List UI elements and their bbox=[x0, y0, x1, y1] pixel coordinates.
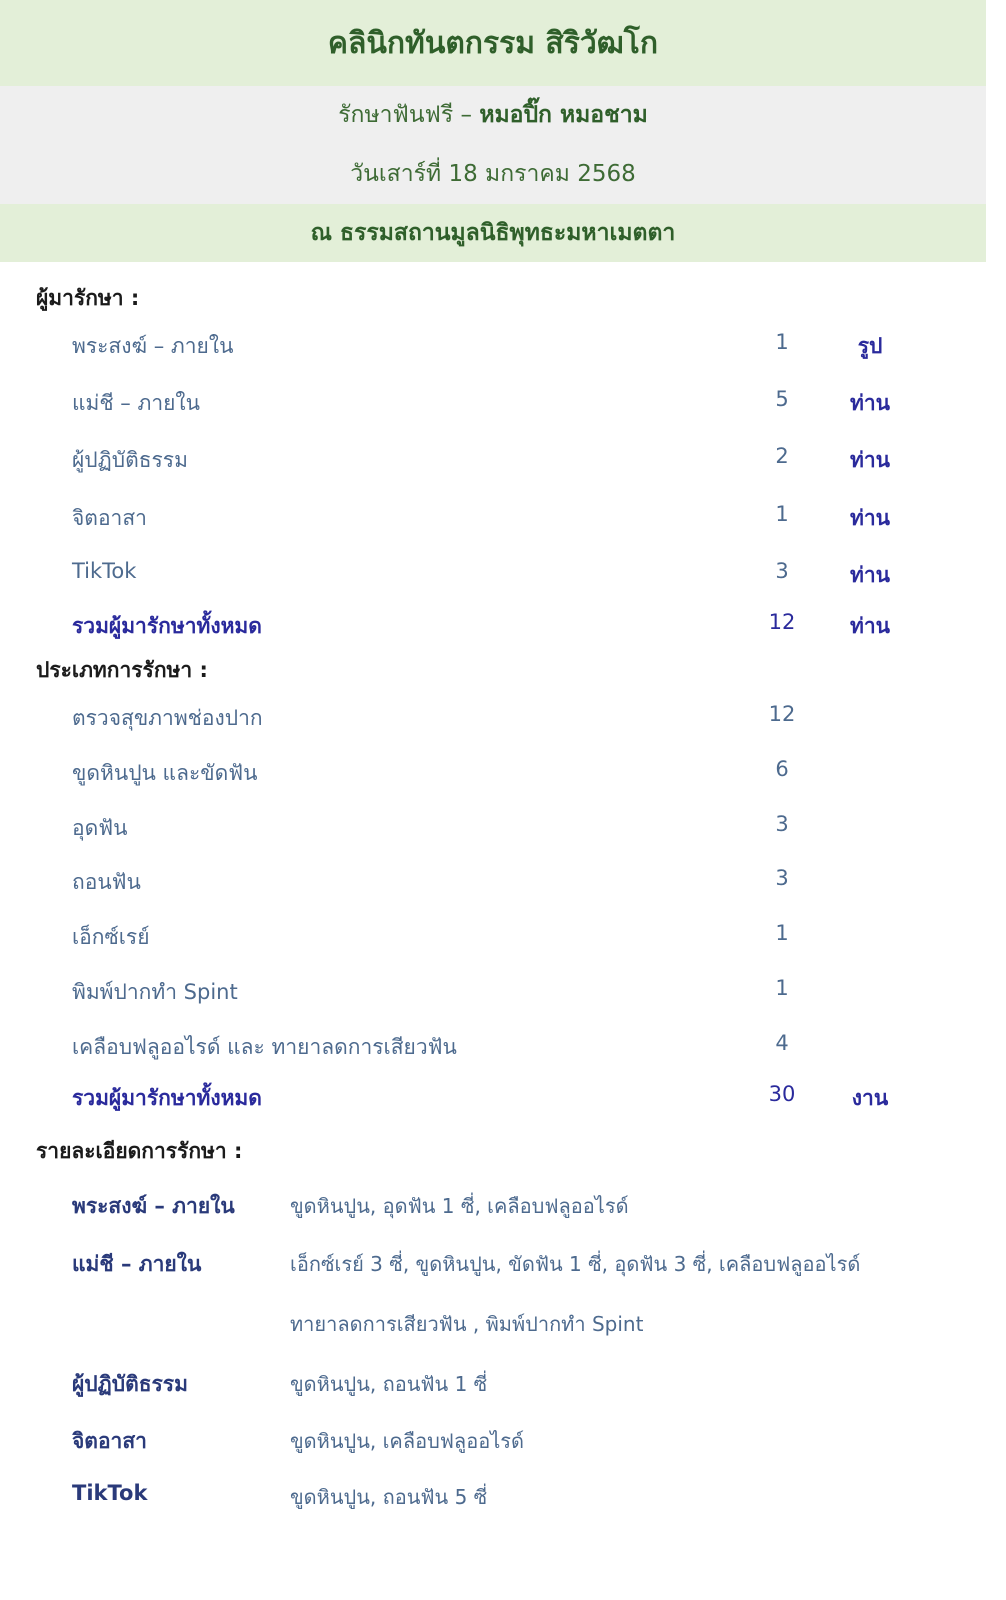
detail-row-text: ขูดหินปูน, เคลือบฟลูออไรด์ bbox=[290, 1429, 525, 1453]
patients-total-unit: ท่าน bbox=[850, 614, 890, 638]
venue-text: ณ ธรรมสถานมูลนิธิพุทธะมหาเมตตา bbox=[310, 220, 676, 246]
patient-row-label: แม่ชี – ภายใน bbox=[72, 391, 201, 415]
treatment-row-label: อุดฟัน bbox=[72, 816, 128, 840]
detail-row-text: เอ็กซ์เรย์ 3 ซี่, ขูดหินปูน, ขัดฟัน 1 ซี่, อุดฟัน 3 ซี่, เคลือบฟลูออไรด์ bbox=[290, 1252, 861, 1276]
treatment-row-count: 4 bbox=[775, 1031, 789, 1055]
detail-row-label: พระสงฆ์ – ภายใน bbox=[72, 1194, 235, 1218]
patient-row-label: จิตอาสา bbox=[72, 506, 147, 530]
patient-row-count: 1 bbox=[775, 330, 789, 354]
treatment-row-label: ตรวจสุขภาพช่องปาก bbox=[72, 706, 263, 730]
patients-total-label: รวมผู้มารักษาทั้งหมด bbox=[72, 614, 262, 638]
subtitle-band bbox=[0, 86, 986, 204]
subtitle-line bbox=[338, 86, 648, 145]
clinic-title-band bbox=[0, 0, 986, 86]
detail-row-label: TikTok bbox=[72, 1481, 148, 1505]
patient-row-label: พระสงฆ์ – ภายใน bbox=[72, 334, 234, 358]
treatment-row-count: 6 bbox=[775, 757, 789, 781]
treatments-total-unit: งาน bbox=[851, 1086, 889, 1110]
treatment-row-count: 3 bbox=[775, 866, 789, 890]
patient-row-count: 1 bbox=[775, 502, 789, 526]
detail-row-label: ผู้ปฏิบัติธรรม bbox=[72, 1372, 188, 1396]
patient-row-unit: ท่าน bbox=[850, 506, 890, 530]
detail-row-text: ขูดหินปูน, ถอนฟัน 1 ซี่ bbox=[290, 1372, 488, 1396]
detail-row-text: ขูดหินปูน, อุดฟัน 1 ซี่, เคลือบฟลูออไรด์ bbox=[290, 1194, 629, 1218]
patient-row-count: 5 bbox=[775, 387, 789, 411]
patient-row-unit: ท่าน bbox=[850, 391, 890, 415]
treatments-total-count: 30 bbox=[768, 1082, 796, 1106]
treatment-row-count: 3 bbox=[775, 812, 789, 836]
treatments-heading: ประเภทการรักษา : bbox=[36, 658, 208, 682]
patient-row-unit: ท่าน bbox=[850, 448, 890, 472]
detail-row-label: แม่ชี – ภายใน bbox=[72, 1252, 202, 1276]
patient-row-unit: รูป bbox=[857, 334, 883, 358]
treatment-row-label: พิมพ์ปากทำ Spint bbox=[72, 980, 238, 1004]
patient-row-label: TikTok bbox=[72, 559, 137, 583]
clinic-name: คลินิกทันตกรรม สิริวัฒโก bbox=[327, 25, 659, 61]
venue-band bbox=[0, 204, 986, 262]
subtitle-prefix: รักษาฟันฟรี – bbox=[338, 102, 472, 128]
patient-row-unit: ท่าน bbox=[850, 563, 890, 587]
detail-row-label: จิตอาสา bbox=[72, 1429, 147, 1453]
treatment-row-count: 12 bbox=[768, 702, 796, 726]
treatment-row-label: ขูดหินปูน และขัดฟัน bbox=[72, 761, 258, 785]
treatments-total-label: รวมผู้มารักษาทั้งหมด bbox=[72, 1086, 262, 1110]
patient-row-count: 2 bbox=[775, 444, 789, 468]
detail-row-text-continued: ทายาลดการเสียวฟัน , พิมพ์ปากทำ Spint bbox=[290, 1312, 644, 1336]
patients-total-count: 12 bbox=[768, 610, 796, 634]
treatment-row-label: เคลือบฟลูออไรด์ และ ทายาลดการเสียวฟัน bbox=[72, 1035, 457, 1059]
patient-row-label: ผู้ปฏิบัติธรรม bbox=[72, 448, 188, 472]
date-line: วันเสาร์ที่ 18 มกราคม 2568 bbox=[350, 161, 636, 187]
treatment-row-label: ถอนฟัน bbox=[72, 870, 141, 894]
details-heading: รายละเอียดการรักษา : bbox=[36, 1139, 243, 1163]
patient-row-count: 3 bbox=[775, 559, 789, 583]
treatment-row-count: 1 bbox=[775, 921, 789, 945]
subtitle-doctors: หมอปิ๊ก หมอชาม bbox=[479, 102, 648, 128]
treatment-row-count: 1 bbox=[775, 976, 789, 1000]
patients-heading: ผู้มารักษา : bbox=[36, 286, 140, 310]
treatment-row-label: เอ็กซ์เรย์ bbox=[72, 925, 150, 949]
detail-row-text: ขูดหินปูน, ถอนฟัน 5 ซี่ bbox=[290, 1485, 488, 1509]
